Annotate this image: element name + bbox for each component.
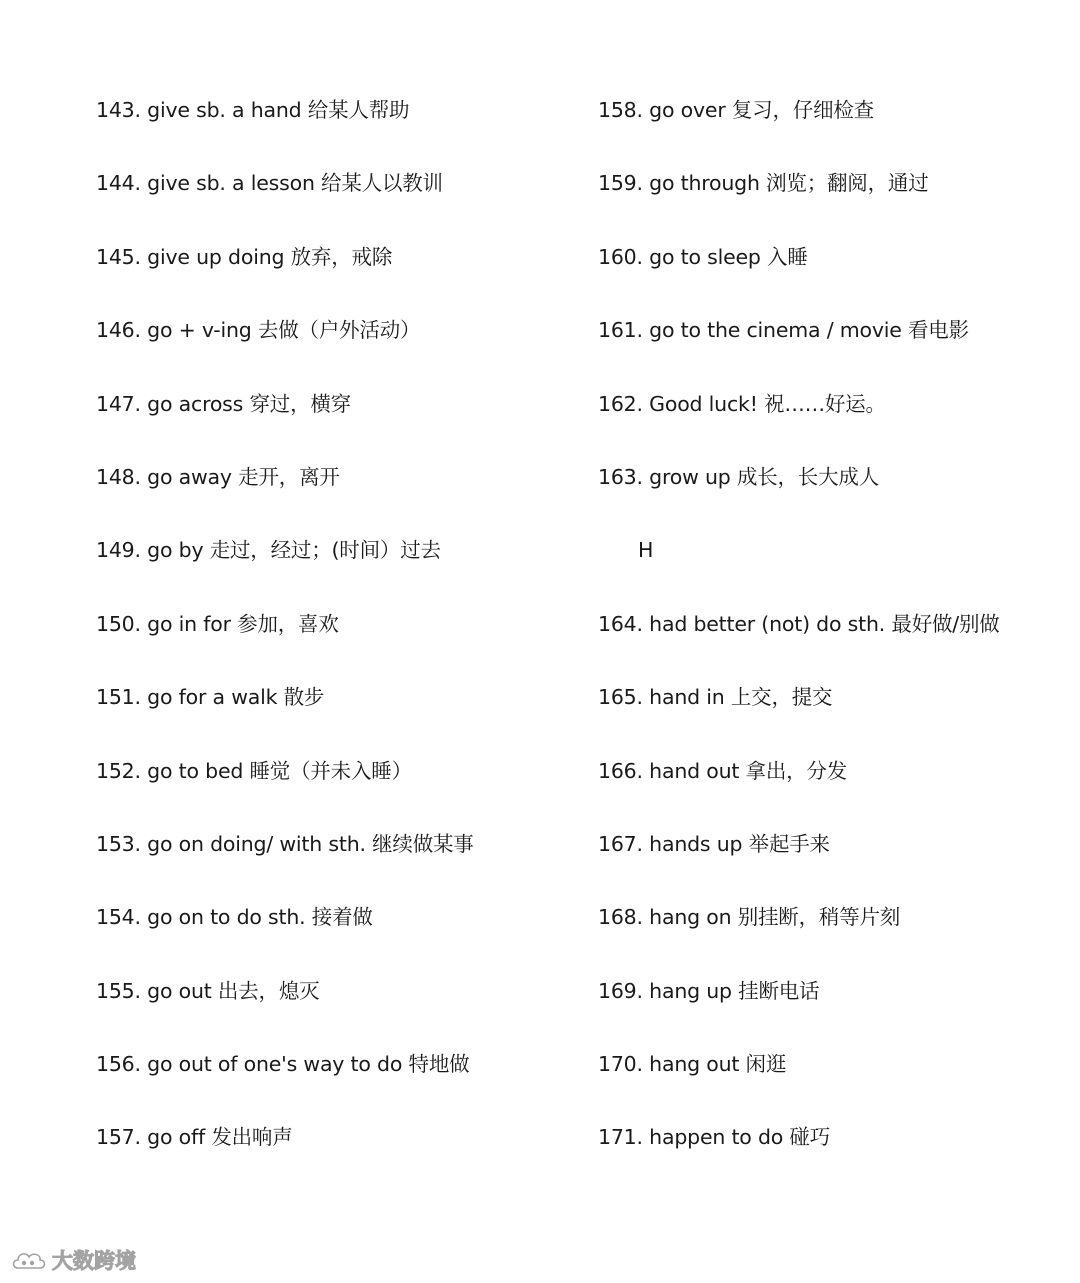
phrase-entry: 146. go + v-ing 去做（户外活动） [96,318,421,343]
phrase-entry: 156. go out of one's way to do 特地做 [96,1052,470,1077]
phrase-entry: 150. go in for 参加，喜欢 [96,611,339,636]
phrase-entry: 167. hands up 举起手来 [598,831,830,856]
watermark [10,1245,136,1275]
phrase-entry: 169. hang up 挂断电话 [598,978,820,1003]
phrase-entry: 171. happen to do 碰巧 [598,1125,831,1150]
phrase-entry: 144. give sb. a lesson 给某人以教训 [96,171,443,196]
phrase-entry: 145. give up doing 放弃，戒除 [96,244,393,269]
phrase-entry: 164. had better (not) do sth. 最好做/别做 [598,611,1000,636]
phrase-entry: 163. grow up 成长，长大成人 [598,464,879,489]
phrase-entry: 143. give sb. a hand 给某人帮助 [96,98,410,122]
phrase-list-right [598,100,1068,1201]
phrase-entry: 148. go away 走开，离开 [96,464,340,489]
phrase-entry: 165. hand in 上交，提交 [598,685,833,710]
phrase-entry: 153. go on doing/ with sth. 继续做某事 [96,831,474,856]
phrase-entry: 162. Good luck! 祝……好运。 [598,391,886,416]
phrase-entry: 161. go to the cinema / movie 看电影 [598,318,969,343]
watermark-text: 大数跨境 [52,1249,136,1273]
phrase-entry: 149. go by 走过，经过；(时间）过去 [96,538,441,563]
phrase-entry: 154. go on to do sth. 接着做 [96,905,373,930]
phrase-list-left [96,100,576,1201]
phrase-entry: 166. hand out 拿出，分发 [598,758,848,783]
phrase-entry: 168. hang on 别挂断，稍等片刻 [598,905,901,930]
phrase-entry: 147. go across 穿过，横穿 [96,391,351,416]
phrase-entry: 160. go to sleep 入睡 [598,244,808,269]
cloud-logo-icon [10,1248,48,1272]
section-letter-heading: H [638,538,654,563]
phrase-entry: 152. go to bed 睡觉（并未入睡） [96,758,412,783]
phrase-entry: 151. go for a walk 散步 [96,685,325,710]
phrase-entry: 157. go off 发出响声 [96,1125,293,1150]
phrase-entry: 158. go over 复习，仔细检查 [598,98,874,122]
phrase-entry: 170. hang out 闲逛 [598,1052,787,1077]
phrase-entry: 159. go through 浏览；翻阅，通过 [598,171,929,196]
phrase-entry: 155. go out 出去，熄灭 [96,978,320,1003]
